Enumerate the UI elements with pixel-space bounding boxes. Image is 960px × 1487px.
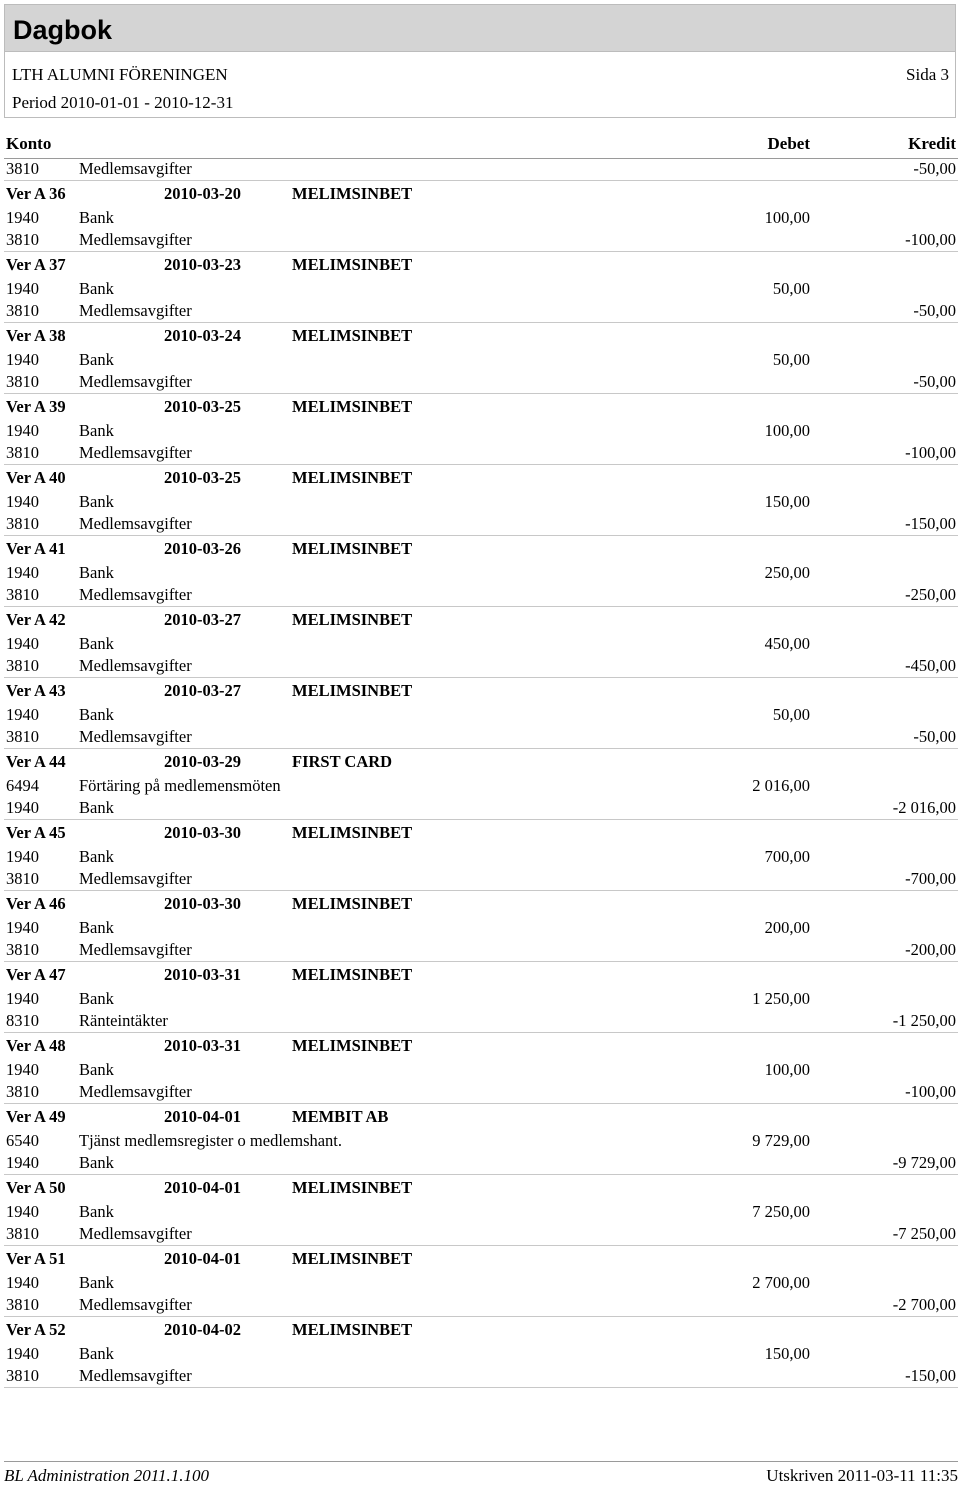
report-period: Period 2010-01-01 - 2010-12-31 [12,93,234,112]
account-number: 3810 [6,869,39,888]
voucher-date: 2010-04-02 [164,1320,241,1339]
account-number: 1940 [6,847,39,866]
voucher-line [4,371,958,394]
footer-divider [4,1461,958,1462]
voucher-text: MELIMSINBET [292,894,413,913]
voucher-line [4,1130,958,1152]
voucher-line [4,1201,958,1223]
account-name: Bank [79,847,114,866]
software-version: BL Administration 2011.1.100 [4,1466,209,1485]
account-name: Bank [79,208,114,227]
column-header-account: Konto [6,134,52,153]
account-number: 6494 [6,776,39,795]
voucher-number: Ver A 49 [6,1107,66,1126]
debit-amount: 50,00 [772,279,810,298]
column-header-debit: Debet [767,134,810,153]
voucher-line [4,300,958,323]
voucher-line [4,846,958,868]
account-number: 1940 [6,634,39,653]
account-name: Bank [79,1202,114,1221]
voucher-line [4,797,958,820]
voucher-date: 2010-03-24 [164,326,241,345]
voucher-line [4,562,958,584]
voucher-line [4,1010,958,1033]
credit-amount: -50,00 [913,372,956,391]
voucher-text: MELIMSINBET [292,1036,413,1055]
debit-amount: 2 016,00 [752,776,810,795]
voucher-number: Ver A 44 [6,752,66,771]
credit-amount: -100,00 [905,1082,956,1101]
voucher-line [4,1343,958,1365]
title-band [5,5,955,52]
credit-amount: -1 250,00 [892,1011,956,1030]
account-name: Bank [79,350,114,369]
report-header [4,4,956,118]
voucher-date: 2010-03-20 [164,184,241,203]
account-name: Medlemsavgifter [79,656,192,675]
voucher-line [4,207,958,229]
voucher-header [4,1175,958,1201]
voucher-date: 2010-04-01 [164,1178,241,1197]
journal-entries [4,158,958,1388]
voucher-date: 2010-03-27 [164,610,241,629]
document-title: Dagbok [13,15,113,45]
account-number: 3810 [6,727,39,746]
voucher-date: 2010-03-27 [164,681,241,700]
voucher-line [4,1272,958,1294]
voucher-text: MELIMSINBET [292,681,413,700]
account-number: 3810 [6,585,39,604]
account-name: Bank [79,798,114,817]
voucher-date: 2010-03-23 [164,255,241,274]
account-number: 1940 [6,989,39,1008]
voucher-number: Ver A 39 [6,397,66,416]
voucher-line [4,1365,958,1388]
voucher-number: Ver A 40 [6,468,66,487]
voucher-text: FIRST CARD [292,752,393,771]
credit-amount: -250,00 [905,585,956,604]
account-number: 3810 [6,1295,39,1314]
voucher-line [4,1059,958,1081]
voucher-number: Ver A 41 [6,539,66,558]
voucher-date: 2010-04-01 [164,1249,241,1268]
account-number: 3810 [6,1224,39,1243]
debit-amount: 150,00 [764,492,810,511]
credit-amount: -50,00 [913,159,956,178]
voucher-number: Ver A 42 [6,610,66,629]
account-number: 3810 [6,159,39,178]
voucher-header [4,1317,958,1343]
account-name: Medlemsavgifter [79,1082,192,1101]
account-number: 1940 [6,705,39,724]
credit-amount: -700,00 [905,869,956,888]
credit-amount: -150,00 [905,514,956,533]
credit-amount: -7 250,00 [892,1224,956,1243]
credit-amount: -50,00 [913,301,956,320]
credit-amount: -150,00 [905,1366,956,1385]
debit-amount: 150,00 [764,1344,810,1363]
voucher-number: Ver A 45 [6,823,66,842]
account-name: Medlemsavgifter [79,940,192,959]
voucher-date: 2010-03-31 [164,1036,241,1055]
voucher-number: Ver A 38 [6,326,66,345]
voucher-date: 2010-03-31 [164,965,241,984]
account-number: 3810 [6,940,39,959]
voucher-number: Ver A 46 [6,894,66,913]
voucher-line [4,420,958,442]
voucher-number: Ver A 50 [6,1178,66,1197]
account-name: Bank [79,421,114,440]
voucher-header [4,394,958,420]
voucher-text: MELIMSINBET [292,255,413,274]
voucher-header [4,749,958,775]
account-name: Medlemsavgifter [79,159,192,178]
account-name: Bank [79,563,114,582]
debit-amount: 200,00 [764,918,810,937]
voucher-text: MELIMSINBET [292,965,413,984]
voucher-number: Ver A 36 [6,184,66,203]
debit-amount: 50,00 [772,350,810,369]
credit-amount: -9 729,00 [892,1153,956,1172]
voucher-text: MELIMSINBET [292,610,413,629]
voucher-line [4,704,958,726]
account-number: 1940 [6,1344,39,1363]
account-number: 6540 [6,1131,39,1150]
voucher-header [4,607,958,633]
print-timestamp: Utskriven 2011-03-11 11:35 [766,1466,958,1485]
voucher-line [4,1294,958,1317]
account-name: Medlemsavgifter [79,869,192,888]
account-number: 1940 [6,421,39,440]
account-number: 1940 [6,208,39,227]
voucher-line [4,1081,958,1104]
account-name: Bank [79,1344,114,1363]
voucher-text: MELIMSINBET [292,326,413,345]
account-number: 1940 [6,1202,39,1221]
voucher-header [4,962,958,988]
debit-amount: 2 700,00 [752,1273,810,1292]
voucher-header [4,181,958,207]
voucher-line [4,1152,958,1175]
credit-amount: -50,00 [913,727,956,746]
account-name: Bank [79,918,114,937]
voucher-header [4,678,958,704]
voucher-line [4,775,958,797]
voucher-number: Ver A 37 [6,255,66,274]
voucher-text: MELIMSINBET [292,1249,413,1268]
voucher-header [4,323,958,349]
voucher-number: Ver A 51 [6,1249,66,1268]
voucher-header [4,252,958,278]
account-number: 8310 [6,1011,39,1030]
account-number: 3810 [6,656,39,675]
account-number: 1940 [6,798,39,817]
voucher-line [4,655,958,678]
account-name: Bank [79,705,114,724]
voucher-line [4,917,958,939]
voucher-header [4,820,958,846]
account-name: Medlemsavgifter [79,585,192,604]
carry-over-line [4,158,958,181]
voucher-header [4,891,958,917]
account-number: 3810 [6,514,39,533]
page-number: Sida 3 [906,65,949,84]
voucher-line [4,633,958,655]
organization-name: LTH ALUMNI FÖRENINGEN [12,65,228,84]
voucher-line [4,939,958,962]
account-name: Medlemsavgifter [79,514,192,533]
voucher-line [4,278,958,300]
voucher-header [4,536,958,562]
voucher-date: 2010-03-30 [164,823,241,842]
account-name: Bank [79,634,114,653]
voucher-text: MELIMSINBET [292,1178,413,1197]
account-name: Medlemsavgifter [79,443,192,462]
account-name: Tjänst medlemsregister o medlemshant. [79,1131,343,1150]
account-number: 1940 [6,563,39,582]
voucher-text: MELIMSINBET [292,468,413,487]
credit-amount: -2 700,00 [892,1295,956,1314]
debit-amount: 700,00 [764,847,810,866]
voucher-line [4,584,958,607]
account-name: Medlemsavgifter [79,230,192,249]
credit-amount: -2 016,00 [892,798,956,817]
voucher-text: MELIMSINBET [292,1320,413,1339]
voucher-text: MELIMSINBET [292,397,413,416]
debit-amount: 450,00 [764,634,810,653]
account-name: Medlemsavgifter [79,301,192,320]
voucher-date: 2010-03-25 [164,397,241,416]
account-number: 3810 [6,1082,39,1101]
account-name: Ränteintäkter [79,1011,168,1030]
debit-amount: 250,00 [764,563,810,582]
account-name: Medlemsavgifter [79,1224,192,1243]
voucher-line [4,442,958,465]
voucher-header [4,1104,958,1130]
voucher-text: MEMBIT AB [292,1107,389,1126]
debit-amount: 9 729,00 [752,1131,810,1150]
debit-amount: 100,00 [764,208,810,227]
voucher-date: 2010-03-30 [164,894,241,913]
voucher-number: Ver A 47 [6,965,66,984]
credit-amount: -450,00 [905,656,956,675]
column-header-credit: Kredit [908,134,956,153]
account-number: 3810 [6,372,39,391]
voucher-number: Ver A 52 [6,1320,66,1339]
account-number: 1940 [6,1273,39,1292]
account-name: Bank [79,1060,114,1079]
voucher-date: 2010-03-29 [164,752,241,771]
account-name: Bank [79,989,114,1008]
voucher-text: MELIMSINBET [292,823,413,842]
account-number: 3810 [6,1366,39,1385]
voucher-line [4,868,958,891]
account-name: Bank [79,279,114,298]
voucher-header [4,1033,958,1059]
voucher-line [4,229,958,252]
credit-amount: -100,00 [905,443,956,462]
voucher-number: Ver A 43 [6,681,66,700]
debit-amount: 7 250,00 [752,1202,810,1221]
account-name: Medlemsavgifter [79,1295,192,1314]
account-number: 1940 [6,350,39,369]
account-number: 3810 [6,301,39,320]
account-number: 1940 [6,1153,39,1172]
account-number: 1940 [6,1060,39,1079]
voucher-header [4,1246,958,1272]
account-number: 3810 [6,443,39,462]
account-name: Medlemsavgifter [79,372,192,391]
account-number: 1940 [6,279,39,298]
account-number: 1940 [6,918,39,937]
account-name: Förtäring på medlemensmöten [79,776,281,795]
voucher-line [4,1223,958,1246]
credit-amount: -200,00 [905,940,956,959]
account-name: Bank [79,1153,114,1172]
account-number: 3810 [6,230,39,249]
voucher-header [4,465,958,491]
voucher-line [4,491,958,513]
account-name: Medlemsavgifter [79,727,192,746]
account-number: 1940 [6,492,39,511]
voucher-date: 2010-03-26 [164,539,241,558]
voucher-date: 2010-04-01 [164,1107,241,1126]
credit-amount: -100,00 [905,230,956,249]
debit-amount: 50,00 [772,705,810,724]
voucher-text: MELIMSINBET [292,184,413,203]
account-name: Bank [79,492,114,511]
debit-amount: 1 250,00 [752,989,810,1008]
debit-amount: 100,00 [764,1060,810,1079]
voucher-line [4,988,958,1010]
voucher-number: Ver A 48 [6,1036,66,1055]
account-name: Bank [79,1273,114,1292]
column-header-row [4,130,958,159]
debit-amount: 100,00 [764,421,810,440]
account-name: Medlemsavgifter [79,1366,192,1385]
voucher-date: 2010-03-25 [164,468,241,487]
voucher-line [4,726,958,749]
voucher-line [4,513,958,536]
voucher-text: MELIMSINBET [292,539,413,558]
voucher-line [4,349,958,371]
